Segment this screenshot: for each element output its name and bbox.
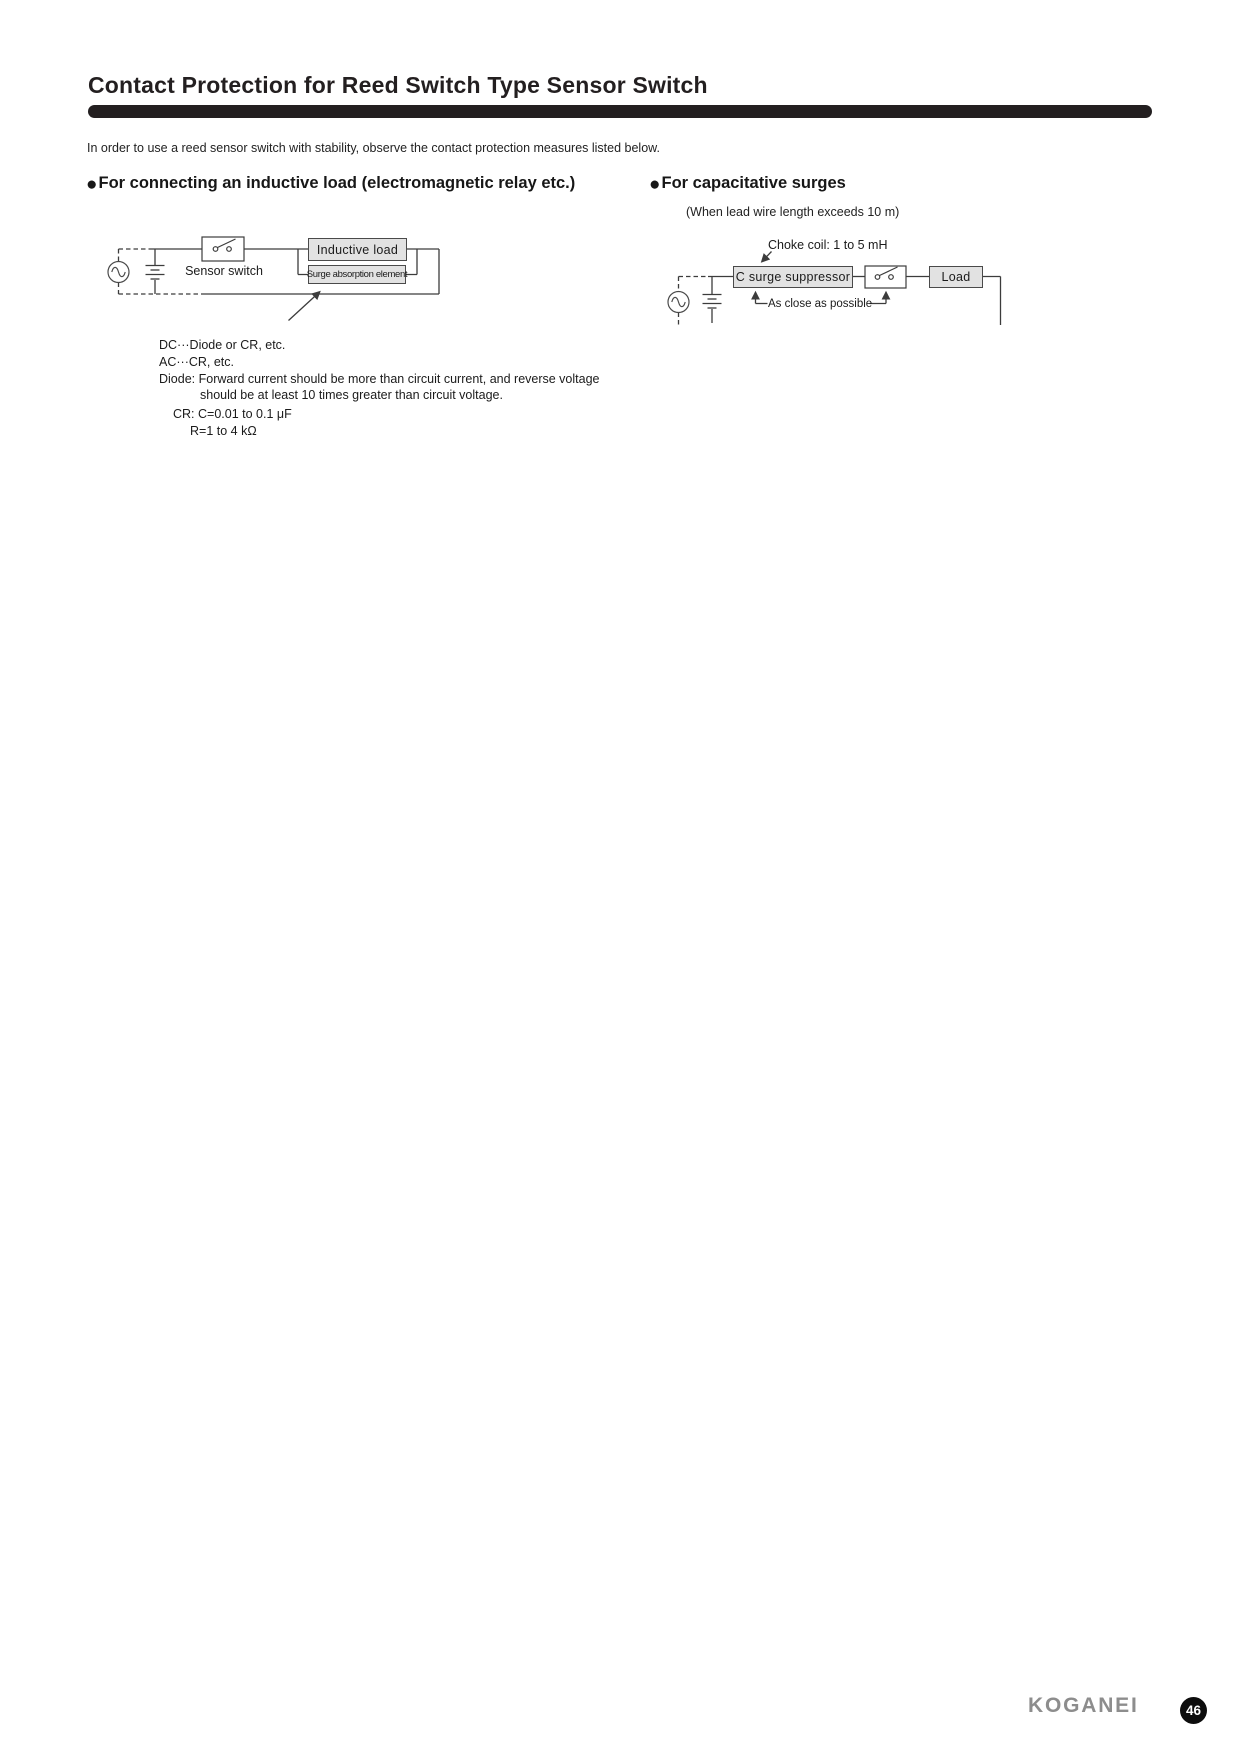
surge-absorption-element-box: Surge absorption element [308,265,406,284]
section-heading-capacitative-surges [649,174,846,196]
bullet-icon: ● [86,174,98,195]
page-number-badge: 46 [1180,1697,1207,1724]
note-ac: AC···CR, etc. [159,355,234,369]
choke-coil-pointer-arrow [762,252,772,262]
note-cr-resistance: R=1 to 4 kΩ [190,424,257,438]
surge-element-pointer-arrow [289,292,320,321]
intro-text: In order to use a reed sensor switch with stability, observe the contact protection measures listed below. [87,141,660,155]
note-diode-line1: Diode: Forward current should be more than circuit current, and reverse voltage [159,372,600,386]
section-heading-text: For capacitative surges [661,174,846,192]
ac-source-icon [668,292,689,313]
note-cr-capacitance: CR: C=0.01 to 0.1 μF [173,407,292,421]
lead-wire-caption: (When lead wire length exceeds 10 m) [686,205,900,219]
note-diode-line2: should be at least 10 times greater than circuit voltage. [200,388,503,402]
choke-coil-label: Choke coil: 1 to 5 mH [768,238,888,252]
section-heading-inductive-load [86,174,575,196]
inductive-load-box: Inductive load [308,238,407,261]
battery-icon [146,249,165,294]
battery-icon [703,277,722,324]
as-close-as-possible-label: As close as possible [768,298,873,310]
c-surge-suppressor-box: C surge suppressor [733,266,853,288]
bullet-icon: ● [649,174,661,195]
page-title: Contact Protection for Reed Switch Type Sensor Switch [88,72,708,98]
note-dc: DC···Diode or CR, etc. [159,338,286,352]
sensor-switch-icon [865,266,906,288]
sensor-switch-label: Sensor switch [185,264,263,278]
ac-source-icon [108,262,129,283]
load-box: Load [929,266,983,288]
title-underline-bar [88,105,1152,118]
sensor-switch-icon [202,237,244,261]
section-heading-text: For connecting an inductive load (electromagnetic relay etc.) [98,174,576,192]
koganei-logo: KOGANEI [1028,1694,1139,1717]
